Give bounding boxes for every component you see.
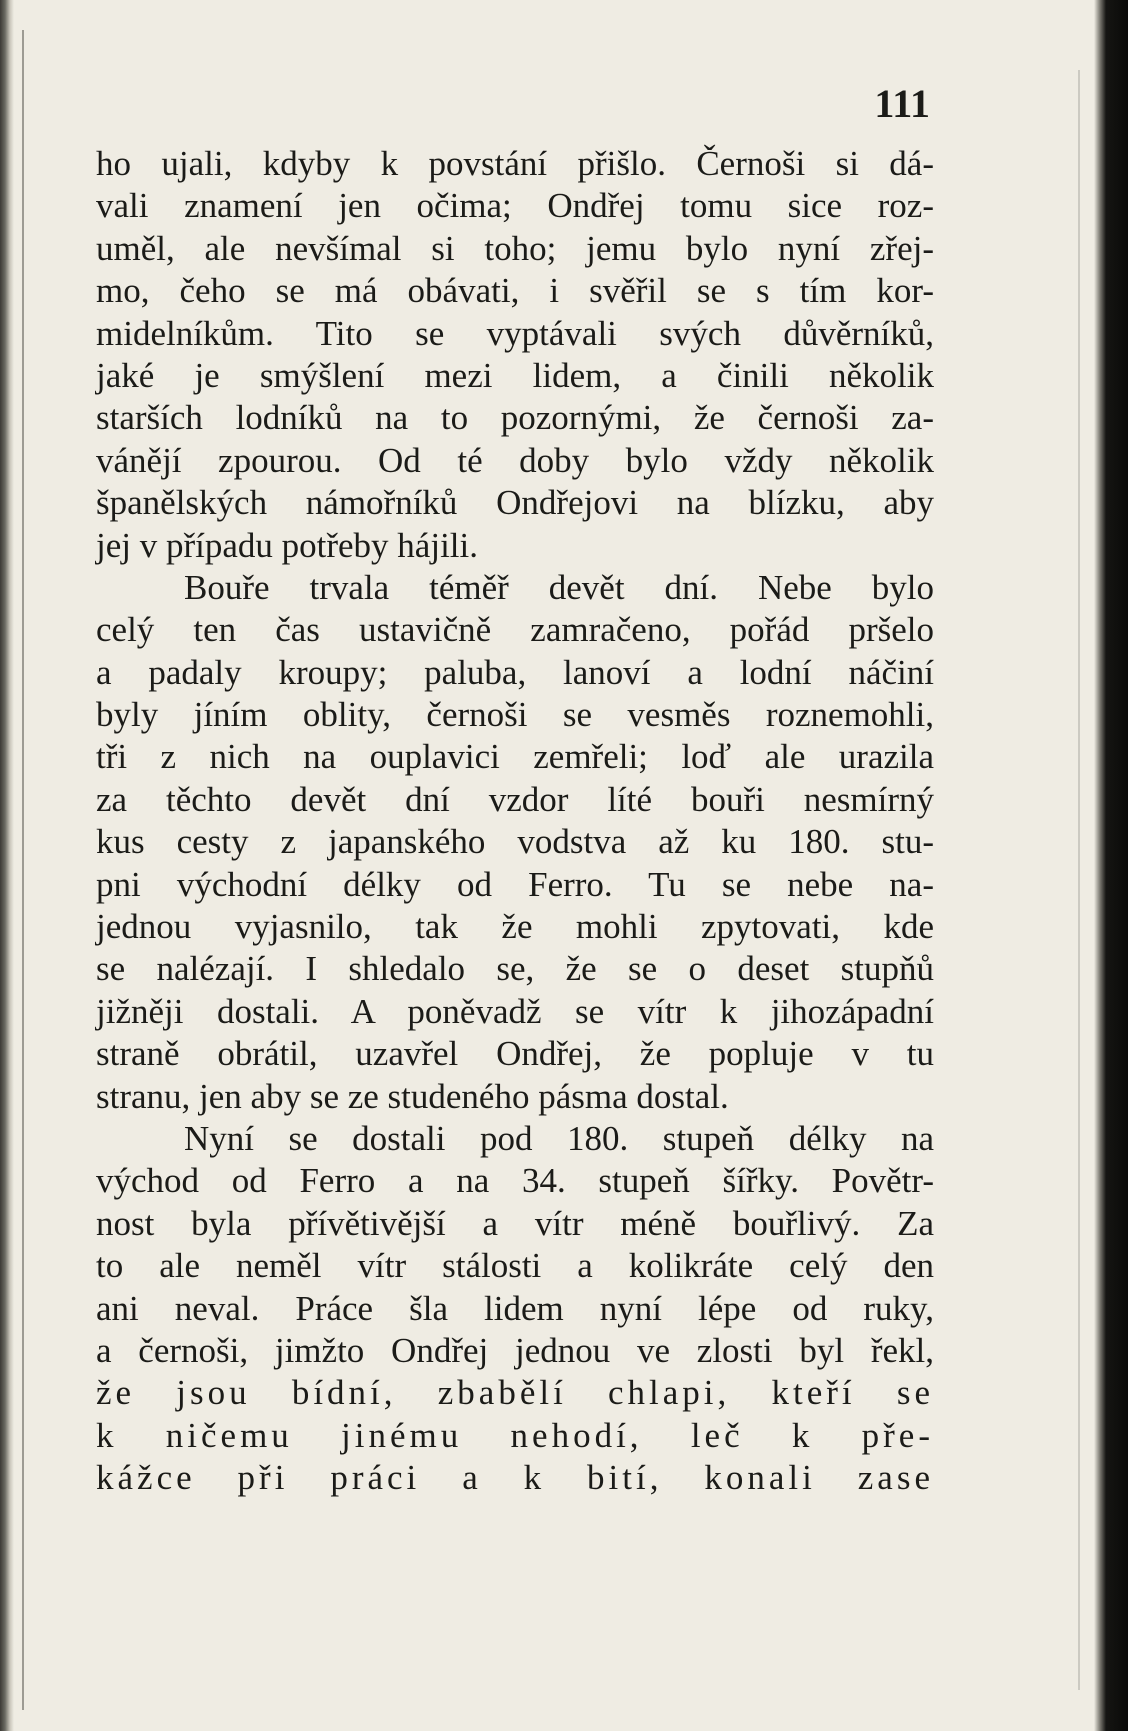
text-line: ani neval. Práce šla lidem nyní lépe od ruky, [96,1288,934,1328]
page-binding-edge [0,0,14,1731]
text-line: Bouře trvala téměř devět dní. Nebe bylo [184,567,934,607]
text-line: že jsou bídní, zbabělí chlapi, kteří se [96,1373,934,1413]
text-line: jižněji dostali. A poněvadž se vítr k jihozápadní [96,991,934,1031]
text-line: za těchto devět dní vzdor líté bouři nesmírný [96,779,934,819]
text-line: kážce při práci a k bití, konali zase [96,1458,934,1498]
page-fold-line [1078,70,1080,1690]
text-line: pni východní délky od Ferro. Tu se nebe na- [96,864,934,904]
text-line: vali znamení jen očima; Ondřej tomu sice roz- [96,186,934,226]
text-line: to ale neměl vítr stálosti a kolikráte celý den [96,1246,934,1286]
text-line: mo, čeho se má obávati, i svěřil se s tím kor- [96,271,934,311]
text-line: uměl, ale nevšímal si toho; jemu bylo nyní zřej- [96,228,934,268]
text-line: k ničemu jinému nehodí, leč k pře- [96,1415,934,1455]
text-line: se nalézají. I shledalo se, že se o deset stupňů [96,949,934,989]
text-line: nost byla přívětivější a vítr méně bouřlivý. Za [96,1203,934,1243]
text-line: Nyní se dostali pod 180. stupeň délky na [184,1118,934,1158]
text-line: starších lodníků na to pozornými, že černoši za- [96,398,934,438]
page-outer-edge [1094,0,1128,1731]
binding-shadow-line [22,30,24,1710]
text-line: byly jíním oblity, černoši se vesměs roznemohli, [96,695,934,735]
text-line: východ od Ferro a na 34. stupeň šířky. Povětr- [96,1161,934,1201]
text-line: kus cesty z japanského vodstva až ku 180. stu- [96,822,934,862]
text-line: ho ujali, kdyby k povstání přišlo. Černoši si dá- [96,144,934,183]
text-line: jej v případu potřeby hájili. [96,525,478,565]
text-line: tři z nich na ouplavici zemřeli; loď ale urazila [96,737,934,777]
text-line: straně obrátil, uzavřel Ondřej, že popluje v tu [96,1034,934,1074]
text-line: midelníkům. Tito se vyptávali svých důvěrníků, [96,313,934,353]
text-line: a černoši, jimžto Ondřej jednou ve zlosti byl řekl, [96,1330,934,1370]
text-line: jednou vyjasnilo, tak že mohli zpytovati, kde [96,907,934,947]
text-line: stranu, jen aby se ze studeného pásma dostal. [96,1076,729,1116]
text-line: vánějí zpourou. Od té doby bylo vždy několik [96,440,934,480]
text-line: a padaly kroupy; paluba, lanoví a lodní náčiní [96,652,934,692]
text-line: celý ten čas ustavičně zamračeno, pořád pršelo [96,610,934,650]
text-line: jaké je smýšlení mezi lidem, a činili několik [96,355,934,395]
page-number: 111 [874,81,930,126]
text-line: španělských námořníků Ondřejovi na blízku, aby [96,483,934,523]
body-text [96,143,934,1500]
